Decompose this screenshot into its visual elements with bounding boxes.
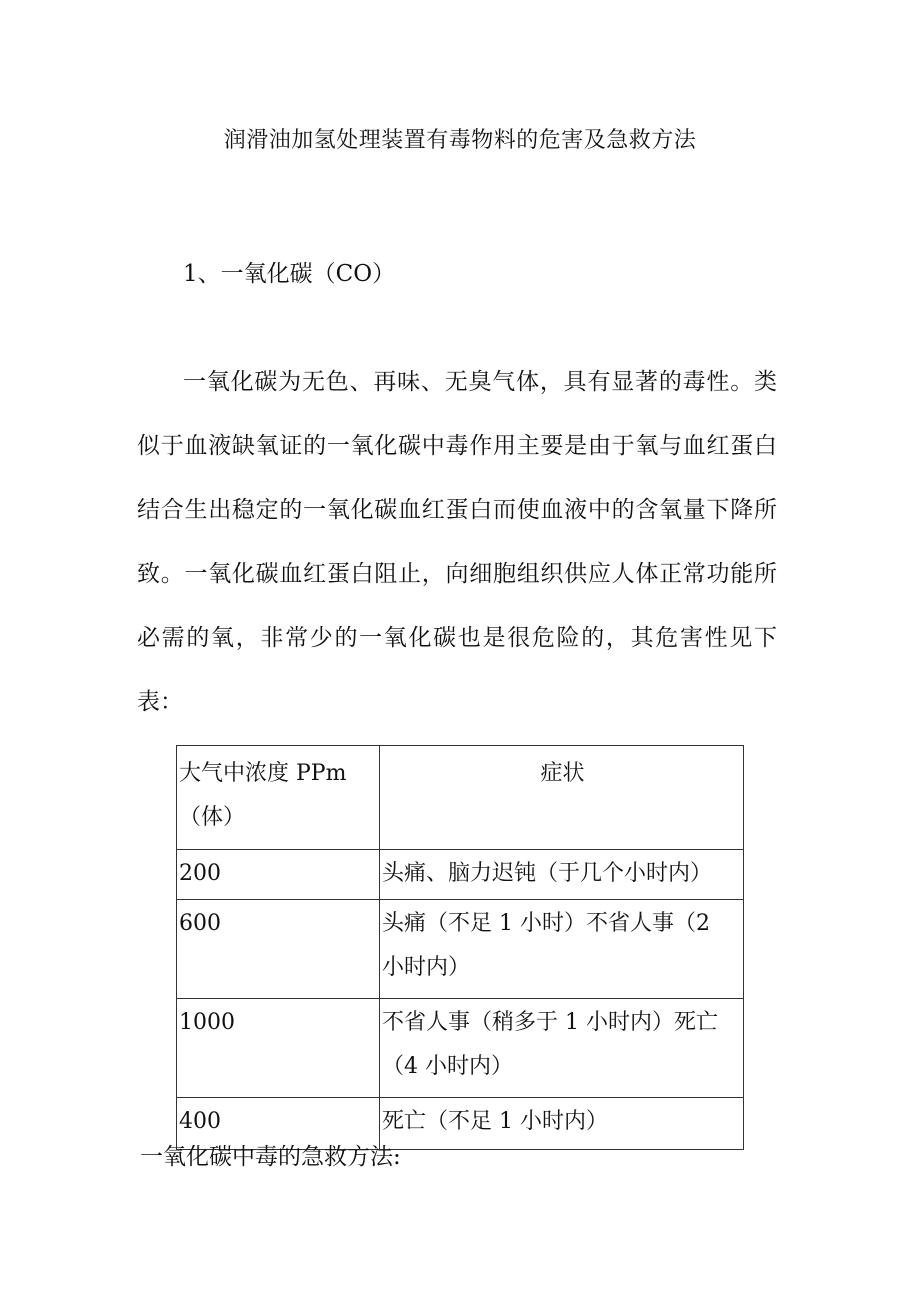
first-aid-heading: 一氧化碳中毒的急救方法: bbox=[140, 1144, 401, 1170]
header-symptom: 症状 bbox=[380, 746, 744, 850]
cell-symptom: 头痛、脑力迟钝（于几个小时内） bbox=[380, 850, 744, 900]
table-row bbox=[177, 850, 744, 900]
cell-concentration: 400 bbox=[177, 1098, 380, 1150]
section-heading-co: 1、一氧化碳（CO） bbox=[183, 261, 396, 287]
cell-symptom: 死亡（不足 1 小时内） bbox=[380, 1098, 744, 1150]
cell-concentration: 600 bbox=[177, 900, 380, 999]
table-row bbox=[177, 900, 744, 999]
document-title: 润滑油加氢处理装置有毒物料的危害及急救方法 bbox=[223, 128, 697, 153]
cell-symptom: 头痛（不足 1 小时）不省人事（2 小时内） bbox=[380, 900, 744, 999]
intro-paragraph: 一氧化碳为无色、再味、无臭气体，具有显著的毒性。类似于血液缺氧证的一氧化碳中毒作用主要是由于氧与血红蛋白结合生出稳定的一氧化碳血红蛋白而使血液中的含氧量下降所致。一氧化碳血红蛋白阻止，向细胞组织供应人体正常功能所必需的氧，非常少的一氧化碳也是很危险的，其危害性见下表： bbox=[137, 369, 777, 715]
cell-concentration: 1000 bbox=[177, 999, 380, 1098]
cell-symptom: 不省人事（稍多于 1 小时内）死亡（4 小时内） bbox=[380, 999, 744, 1098]
table-header-row bbox=[177, 746, 744, 850]
toxicity-table bbox=[176, 745, 744, 1150]
cell-concentration: 200 bbox=[177, 850, 380, 900]
table-row bbox=[177, 999, 744, 1098]
header-concentration: 大气中浓度 PPm（体） bbox=[177, 746, 380, 850]
